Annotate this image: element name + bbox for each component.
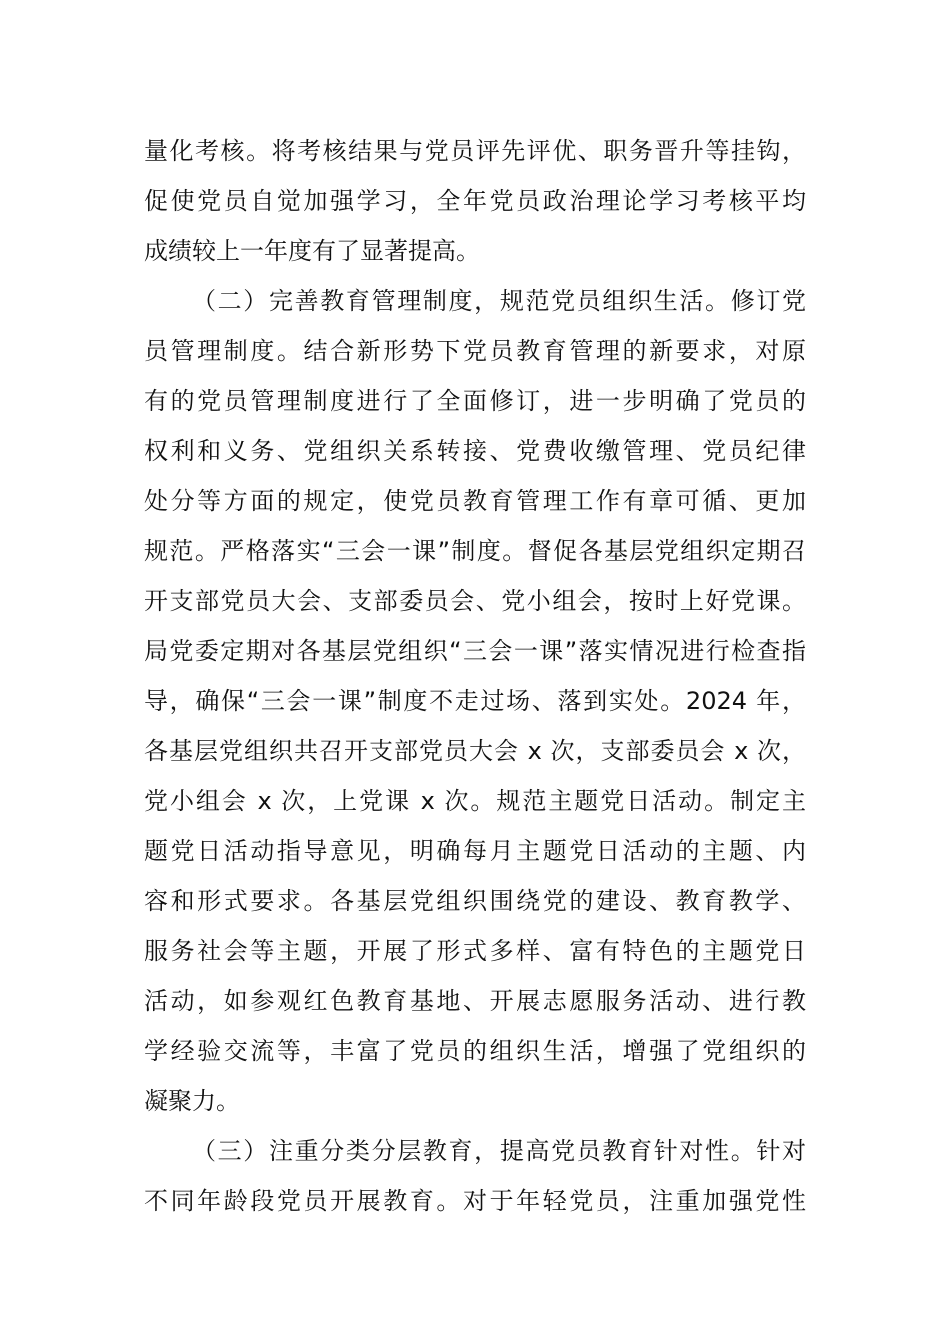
text-line-20: 凝聚力。 [144,1087,240,1115]
text-line-18: 活动，如参观红色教育基地、开展志愿服务活动、进行教 [144,987,806,1015]
text-line-11: 局党委定期对各基层党组织“三会一课”落实情况进行检查指 [144,637,806,665]
text-line-22: 不同年龄段党员开展教育。对于年轻党员，注重加强党性 [144,1187,806,1215]
text-line-8: 处分等方面的规定，使党员教育管理工作有章可循、更加 [144,487,806,515]
text-line-16: 容和形式要求。各基层党组织围绕党的建设、教育教学、 [144,887,806,915]
text-line-2: 促使党员自觉加强学习，全年党员政治理论学习考核平均 [144,187,806,215]
text-line-5: 员管理制度。结合新形势下党员教育管理的新要求，对原 [144,337,806,365]
text-line-12: 导，确保“三会一课”制度不走过场、落到实处。2024 年， [144,687,806,715]
text-line-17: 服务社会等主题，开展了形式多样、富有特色的主题党日 [144,937,806,965]
document-body [144,126,806,1226]
text-line-6: 有的党员管理制度进行了全面修订，进一步明确了党员的 [144,387,806,415]
text-line-15: 题党日活动指导意见，明确每月主题党日活动的主题、内 [144,837,806,865]
text-line-3: 成绩较上一年度有了显著提高。 [144,237,480,265]
text-line-10: 开支部党员大会、支部委员会、党小组会，按时上好党课。 [144,587,806,615]
text-line-7: 权利和义务、党组织关系转接、党费收缴管理、党员纪律 [144,437,806,465]
section-heading-3: （三）注重分类分层教育，提高党员教育针对性。针对 [192,1137,806,1165]
text-line-9: 规范。严格落实“三会一课”制度。督促各基层党组织定期召 [144,537,806,565]
section-heading-2: （二）完善教育管理制度，规范党员组织生活。修订党 [192,287,806,315]
text-line-19: 学经验交流等，丰富了党员的组织生活，增强了党组织的 [144,1037,806,1065]
text-line-14: 党小组会 x 次，上党课 x 次。规范主题党日活动。制定主 [144,787,806,815]
text-line-1: 量化考核。将考核结果与党员评先评优、职务晋升等挂钩， [144,137,806,165]
text-line-13: 各基层党组织共召开支部党员大会 x 次，支部委员会 x 次， [144,737,806,765]
